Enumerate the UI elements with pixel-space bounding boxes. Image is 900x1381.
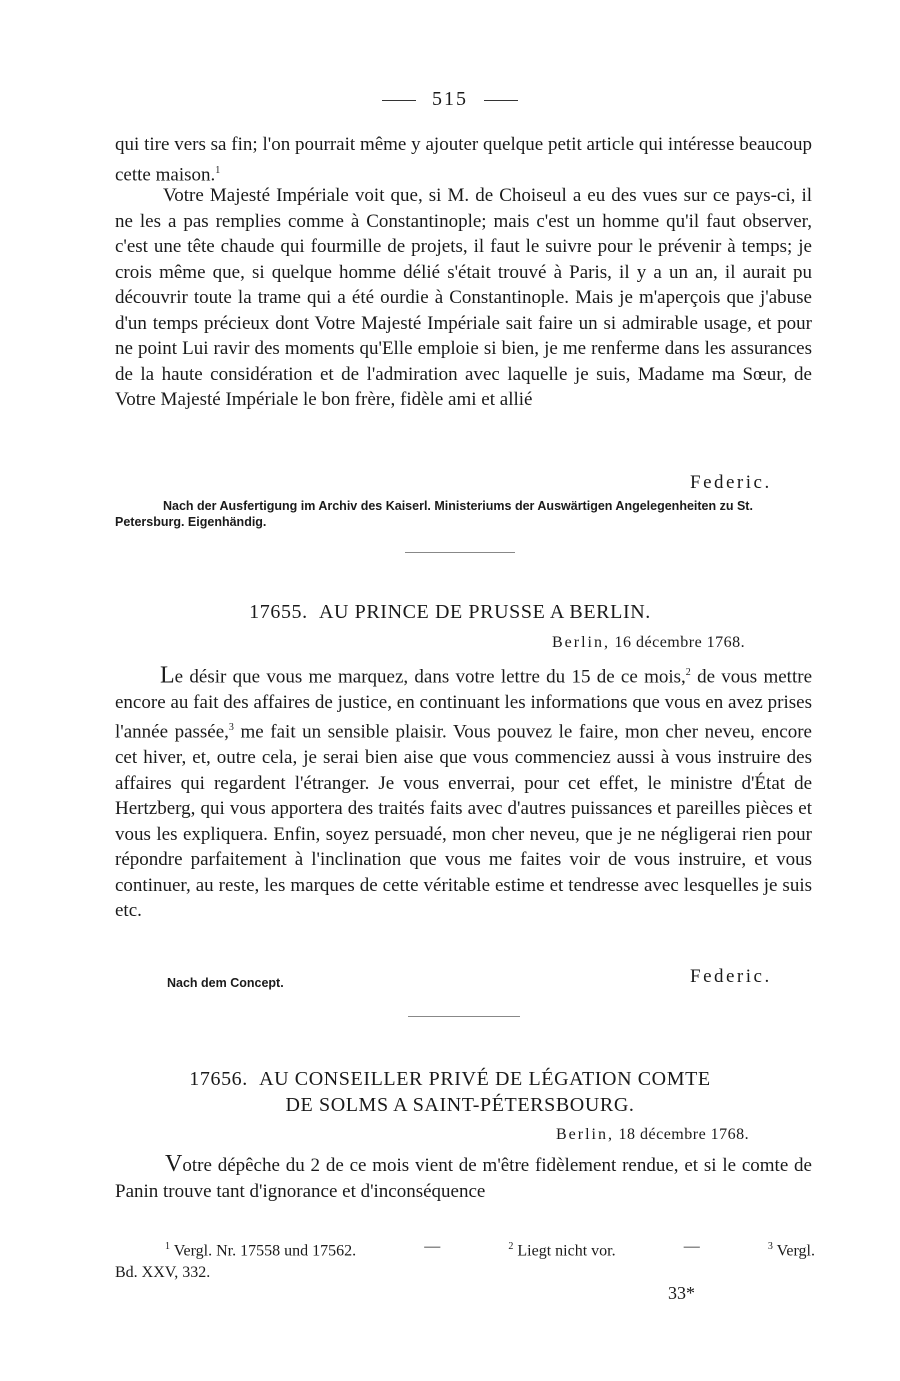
source-note: Nach dem Concept. xyxy=(167,976,284,990)
sheet-signature: 33* xyxy=(668,1283,695,1303)
footnote-dash: — xyxy=(424,1238,441,1255)
letter-body xyxy=(115,660,812,924)
paragraph: qui tire vers sa fin; l'on pourrait même y ajouter quelque petit article qui intéresse beaucoup cette maison.$^1$ xyxy=(115,134,812,185)
footnote-line xyxy=(115,1236,815,1262)
previous-letter-paragraph-2 xyxy=(115,183,812,413)
page-number-header xyxy=(0,88,900,111)
initial-letter: V xyxy=(165,1151,183,1177)
dateline xyxy=(552,634,745,652)
header-rule-left xyxy=(382,100,416,101)
place: Berlin, xyxy=(556,1126,614,1143)
section-separator xyxy=(405,552,515,553)
footnote-3: $^3$ Vergl. xyxy=(767,1241,815,1260)
signature: Federic. xyxy=(690,472,772,493)
letter-number: 17655. xyxy=(249,601,308,623)
paragraph: Votre dépêche du 2 de ce mois vient de m'être fidèlement rendue, et si le comte de Panin trouve tant d'ignorance et d'inconséquence xyxy=(115,1151,812,1202)
letter-number: 17656. xyxy=(189,1068,248,1090)
paragraph: Le désir que vous me marquez, dans votre lettre du 15 de ce mois,$^2$ de vous mettre encore au fait des affaires de justice, en continuant les informations que vous en avez prises l'année passée,$^3$ me fait un sensible plaisir. Vous pouvez le faire, mon cher neveu, encore cet hiver, et, outre cela, je serai bien aise que vous commenciez aussi à vous instruire des affaires qui regardent l'étranger. Je vous enverrai, pour cet effet, le ministre d'État de Hertzberg, qui vous apportera des traités faits avec d'autres puissances et pareilles pièces et vous les expliquera. Enfin, soyez persuadé, mon cher neveu, que je ne négligerai rien pour répondre parfaitement à l'inclination que vous me faites voir de vous instruire, et vous continuer, au reste, les marques de cette véritable estime et tendresse avec lesquelles je suis etc. xyxy=(115,662,812,922)
footnote-1: $^1$ Vergl. Nr. 17558 und 17562. xyxy=(165,1241,357,1260)
footnote-ref: 1 xyxy=(215,164,221,176)
letter-title: AU PRINCE DE PRUSSE A BERLIN. xyxy=(318,601,651,623)
footnote-ref: 2 xyxy=(685,667,691,678)
paragraph: Votre Majesté Impériale voit que, si M. de Choiseul a eu des vues sur ce pays-ci, il ne les a pas remplies comme à Constantinople; mais c'est un homme qu'il faut observer, c'est une tête chaude qui fourmille de projets, il faut le suivre pour le prévenir à temps; je crois même que, si quelque homme délié s'était trouvé à Paris, il y a un an, il aurait pu découvrir toute la trame qui a été ourdie à Constantinople. Mais je m'aperçois que j'abuse d'un temps précieux dont Votre Majesté Impériale sait faire un si admirable usage, et pour ne point Lui ravir des moments qu'Elle emploie si bien, je me renferme dans les assurances de la haute considération et de l'admiration avec laquelle je suis, Madame ma Sœur, de Votre Majesté Impériale le bon frère, fidèle ami et allié xyxy=(115,185,812,410)
signature: Federic. xyxy=(690,966,772,987)
letter-heading xyxy=(0,599,900,625)
header-rule-right xyxy=(484,100,518,101)
date: 18 décembre 1768. xyxy=(618,1126,750,1143)
footnote-3-continuation: Bd. XXV, 332. xyxy=(115,1264,211,1282)
letter-heading xyxy=(0,1066,900,1118)
letter-body xyxy=(115,1152,812,1204)
page-number: 515 xyxy=(432,88,468,110)
footnotes xyxy=(115,1236,815,1284)
date: 16 décembre 1768. xyxy=(614,634,746,651)
letter-title-line-2: DE SOLMS A SAINT-PÉTERSBOURG. xyxy=(285,1094,635,1116)
footnote-ref: 3 xyxy=(228,722,234,734)
letter-title-line-1: AU CONSEILLER PRIVÉ DE LÉGATION COMTE xyxy=(259,1068,711,1090)
section-separator xyxy=(408,1016,520,1017)
dateline xyxy=(556,1126,749,1144)
footnote-2: $^2$ Liegt nicht vor. xyxy=(508,1241,616,1260)
footnote-dash: — xyxy=(683,1238,700,1255)
initial-letter: L xyxy=(160,662,175,689)
place: Berlin, xyxy=(552,634,610,651)
source-note: Nach der Ausfertigung im Archiv des Kaiserl. Ministeriums der Auswärtigen Angelegenheiten zu St. Petersburg. Eigenhändig. xyxy=(115,499,753,529)
previous-letter-body xyxy=(115,132,812,187)
